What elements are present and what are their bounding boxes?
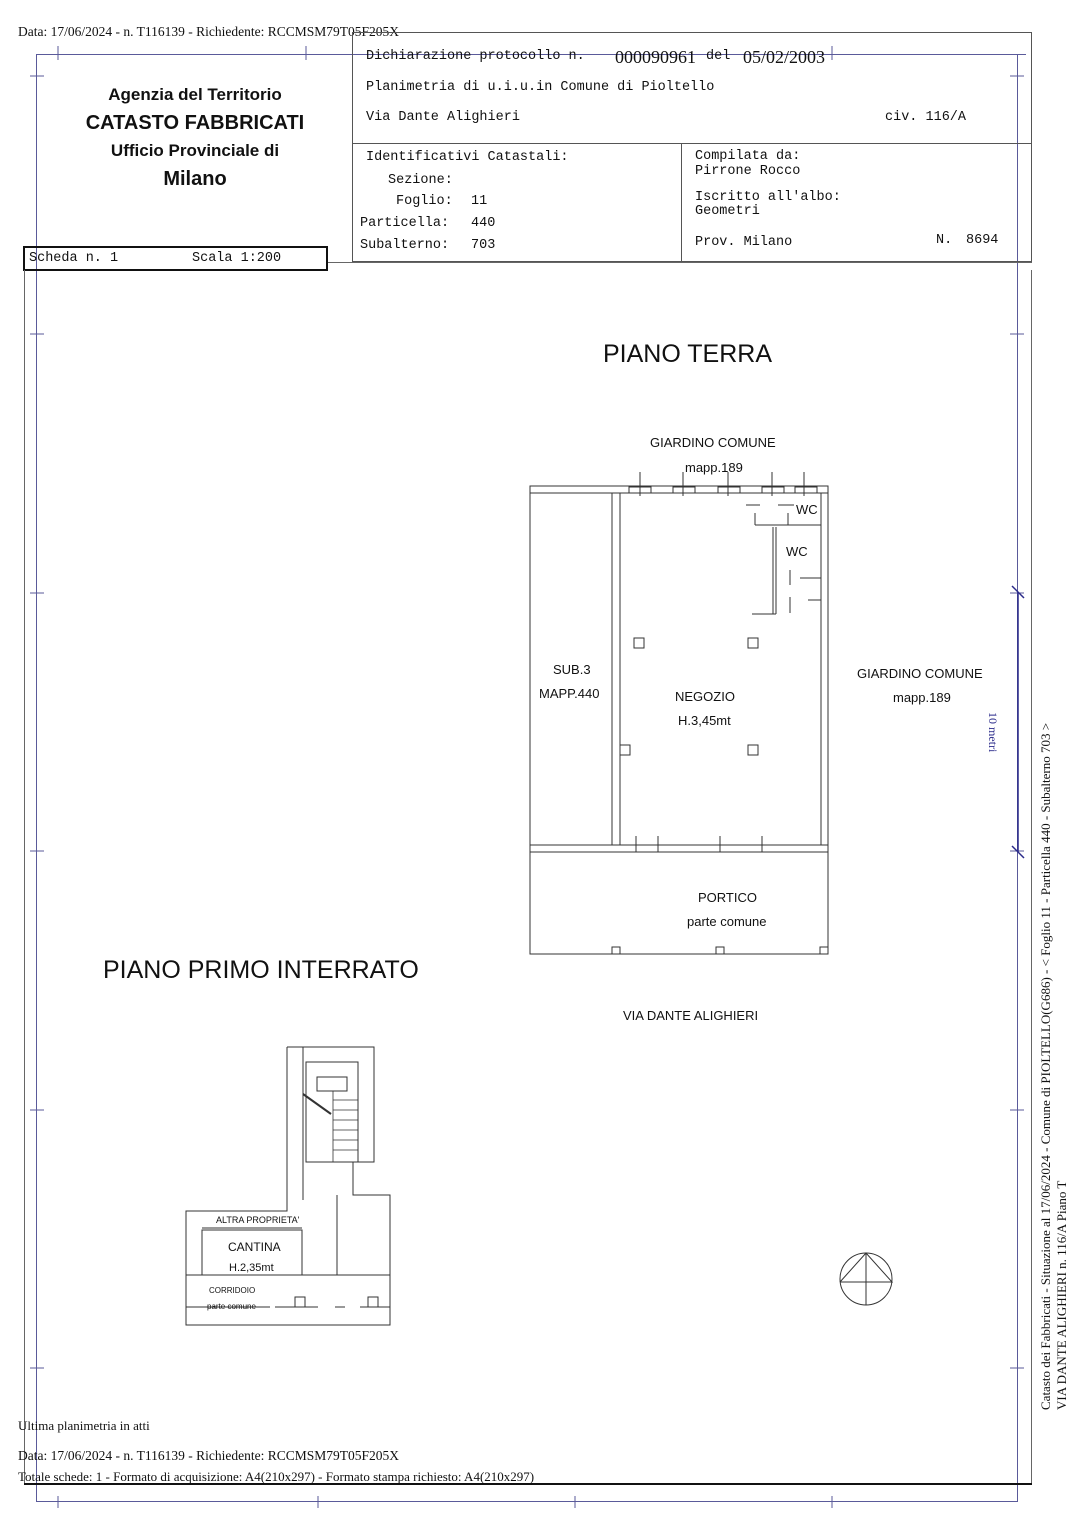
giardino-right-label: GIARDINO COMUNE: [857, 666, 983, 681]
side-text: [1038, 723, 1070, 1410]
n-label: N.: [936, 233, 953, 248]
subalterno-label: Subalterno:: [360, 238, 450, 253]
planimetria-line: Planimetria di u.i.u.in Comune di Pioltello: [366, 80, 715, 95]
ufficio-city: Milano: [163, 168, 227, 190]
footer-ultima: Ultima planimetria in atti: [18, 1418, 150, 1433]
foglio-value: 11: [471, 194, 488, 209]
declaration-number: 000090961: [615, 47, 696, 67]
footer-totale: Totale schede: 1 - Formato di acquisizione: A4(210x297) - Formato stampa richiesto: A4(210x297): [18, 1469, 535, 1484]
negozio-height-label: H.3,45mt: [678, 713, 731, 728]
particella-value: 440: [471, 216, 496, 231]
civic-number: civ. 116/A: [885, 110, 967, 125]
sezione-label: Sezione:: [388, 173, 453, 188]
iscritto-value: Geometri: [695, 204, 760, 219]
cantina-label: CANTINA: [228, 1240, 281, 1254]
scale-bar-label: 10 metri: [986, 712, 1000, 753]
mapp-right-label: mapp.189: [893, 690, 951, 705]
wc-label-1: WC: [796, 502, 818, 517]
iscritto-label: Iscritto all'albo:: [695, 190, 841, 205]
side-text-line1: Catasto dei Fabbricati - Situazione al 17/06/2024 - Comune di PIOLTELLO(G686) - < Foglio 11 - Particella 440 - Subalterno 703 >: [1038, 722, 1053, 1410]
piano-terra-title: PIANO TERRA: [603, 340, 773, 368]
side-text-line2: VIA DANTE ALIGHIERI n. 116/A Piano T: [1054, 1180, 1069, 1410]
declaration-del: del: [706, 49, 731, 64]
ufficio-label: Ufficio Provinciale di: [110, 141, 280, 160]
negozio-label: NEGOZIO: [675, 689, 735, 704]
scala-label: Scala 1:200: [192, 251, 282, 266]
portico-label: PORTICO: [698, 890, 757, 905]
declaration-date: 05/02/2003: [743, 47, 826, 67]
corridoio-label: CORRIDOIO: [209, 1286, 256, 1295]
declaration-label: Dichiarazione protocollo n.: [366, 49, 585, 64]
wc-label-2: WC: [786, 544, 808, 559]
agency-name: Agenzia del Territorio: [108, 85, 282, 104]
n-value: 8694: [966, 233, 999, 248]
scheda-label: Scheda n. 1: [29, 251, 119, 266]
cantina-height-label: H.2,35mt: [229, 1262, 274, 1274]
via-label: VIA DANTE ALIGHIERI: [623, 1008, 759, 1023]
foglio-label: Foglio:: [396, 194, 453, 209]
giardino-top-label: GIARDINO COMUNE: [650, 435, 776, 450]
portico-sub-label: parte comune: [687, 914, 767, 929]
compilata-value: Pirrone Rocco: [695, 164, 801, 179]
particella-label: Particella:: [360, 216, 450, 231]
north-arrow-icon: [840, 1253, 892, 1305]
compilata-label: Compilata da:: [695, 149, 801, 164]
footer-data: Data: 17/06/2024 - n. T116139 - Richiedente: RCCMSM79T05F205X: [18, 1448, 399, 1463]
prov-label: Prov. Milano: [695, 235, 793, 250]
top-stamp: Data: 17/06/2024 - n. T116139 - Richiedente: RCCMSM79T05F205X: [18, 24, 399, 39]
mapp-top-label: mapp.189: [685, 460, 743, 475]
address: Via Dante Alighieri: [366, 110, 520, 125]
mapp440-label: MAPP.440: [539, 686, 600, 701]
catasto-title: CATASTO FABBRICATI: [85, 112, 305, 134]
identificativi-title: Identificativi Catastali:: [366, 150, 569, 165]
altra-proprieta-label: ALTRA PROPRIETA': [216, 1215, 300, 1225]
subalterno-value: 703: [471, 238, 496, 253]
piano-interrato-title: PIANO PRIMO INTERRATO: [103, 956, 419, 984]
corridoio-sub-label: parte comune: [207, 1302, 256, 1311]
sub3-label: SUB.3: [553, 662, 591, 677]
